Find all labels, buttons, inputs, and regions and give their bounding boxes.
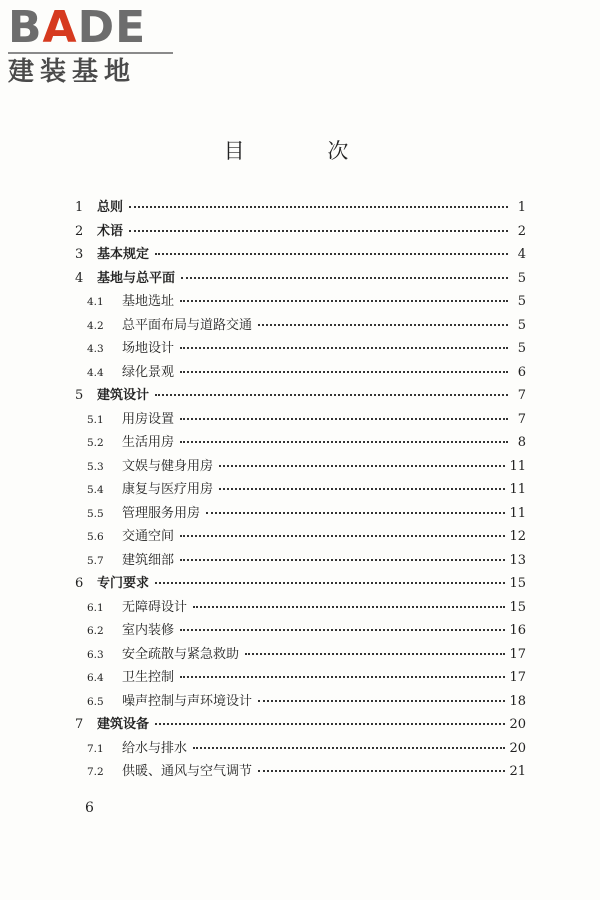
toc-dot-leader bbox=[193, 747, 505, 749]
toc-entry-page: 5 bbox=[517, 294, 526, 309]
toc-entry[interactable] bbox=[75, 455, 526, 479]
toc-entry-title: 术语 bbox=[97, 223, 124, 239]
toc-entry-page: 5 bbox=[517, 341, 526, 356]
toc-entry[interactable] bbox=[75, 220, 526, 244]
toc-entry[interactable] bbox=[75, 502, 526, 526]
toc-dot-leader bbox=[180, 629, 505, 631]
toc-entry[interactable] bbox=[75, 267, 526, 291]
toc-dot-leader bbox=[129, 230, 508, 232]
toc-entry-number: 7.2 bbox=[87, 766, 104, 778]
toc-entry-page: 12 bbox=[509, 529, 526, 544]
logo-subtitle: 建装基地 bbox=[8, 57, 137, 87]
toc-entry-title: 安全疏散与紧急救助 bbox=[122, 646, 240, 662]
toc-dot-leader bbox=[129, 206, 508, 208]
toc-dot-leader bbox=[258, 700, 505, 702]
toc-entry-number: 5.3 bbox=[87, 460, 104, 473]
toc-entry-number: 4 bbox=[75, 270, 84, 286]
toc-entry-number: 1 bbox=[75, 200, 84, 215]
toc-entry-title: 室内装修 bbox=[122, 623, 175, 638]
toc-entry-page: 11 bbox=[509, 505, 526, 521]
toc-entry[interactable] bbox=[75, 431, 526, 455]
toc-entry[interactable] bbox=[75, 314, 526, 338]
toc-entry-title: 用房设置 bbox=[122, 411, 175, 427]
toc-entry-number: 4.4 bbox=[87, 366, 104, 379]
toc-dot-leader bbox=[219, 488, 505, 490]
toc-entry-number: 6.5 bbox=[87, 695, 104, 708]
toc-entry-page: 5 bbox=[517, 270, 526, 286]
toc-entry-title: 基地选址 bbox=[122, 294, 175, 309]
toc-entry-number: 5.7 bbox=[87, 554, 104, 567]
page-title: 目 次 bbox=[223, 139, 387, 163]
toc-entry-title: 康复与医疗用房 bbox=[122, 482, 214, 497]
page-number: 6 bbox=[85, 800, 94, 816]
toc-entry[interactable] bbox=[75, 596, 526, 620]
logo-wordmark: BADE bbox=[8, 2, 147, 53]
toc-entry[interactable] bbox=[75, 196, 526, 220]
toc-dot-leader bbox=[258, 324, 508, 326]
toc-entry[interactable] bbox=[75, 408, 526, 432]
toc-entry[interactable] bbox=[75, 478, 526, 502]
toc-entry-title: 无障碍设计 bbox=[122, 599, 188, 615]
toc-dot-leader bbox=[219, 465, 505, 467]
toc-dot-leader bbox=[181, 277, 508, 279]
toc-entry[interactable] bbox=[75, 737, 526, 761]
toc-entry-title: 建筑细部 bbox=[122, 552, 175, 568]
toc-entry-title: 噪声控制与声环境设计 bbox=[122, 693, 253, 709]
toc-dot-leader bbox=[180, 535, 505, 537]
toc-entry-number: 4.1 bbox=[87, 296, 104, 308]
toc-entry-title: 场地设计 bbox=[122, 341, 175, 356]
toc-entry-number: 5.2 bbox=[87, 437, 104, 449]
toc-entry-number: 5.5 bbox=[87, 507, 104, 520]
toc-entry-number: 6.3 bbox=[87, 648, 104, 661]
toc-entry-page: 1 bbox=[517, 200, 526, 215]
toc-entry-number: 5.1 bbox=[87, 413, 104, 426]
toc-entry-page: 6 bbox=[517, 364, 526, 380]
toc-entry-page: 15 bbox=[509, 599, 526, 615]
toc-dot-leader bbox=[180, 559, 505, 561]
toc-entry-page: 2 bbox=[517, 223, 526, 239]
bade-logo bbox=[8, 2, 176, 87]
toc-entry-number: 6.4 bbox=[87, 672, 104, 684]
toc-entry[interactable] bbox=[75, 690, 526, 714]
toc-entry[interactable] bbox=[75, 619, 526, 643]
toc-entry-page: 11 bbox=[509, 482, 526, 497]
toc-entry-number: 7 bbox=[75, 717, 84, 732]
toc-entry-page: 16 bbox=[509, 623, 526, 638]
toc-entry-page: 15 bbox=[509, 576, 526, 591]
toc-entry-page: 8 bbox=[517, 435, 526, 450]
toc-entry-title: 基地与总平面 bbox=[97, 270, 176, 286]
toc-dot-leader bbox=[206, 512, 505, 514]
toc-dot-leader bbox=[155, 723, 505, 725]
toc-entry[interactable] bbox=[75, 549, 526, 573]
toc-entry-page: 21 bbox=[509, 764, 526, 779]
toc-entry-page: 11 bbox=[509, 458, 526, 474]
toc-entry-title: 生活用房 bbox=[122, 435, 175, 450]
toc-entry-page: 20 bbox=[509, 717, 526, 732]
toc-dot-leader bbox=[180, 347, 508, 349]
toc-dot-leader bbox=[258, 770, 505, 772]
toc-entry-page: 5 bbox=[517, 317, 526, 333]
toc-entry-title: 给水与排水 bbox=[122, 740, 188, 756]
toc-entry-number: 5.6 bbox=[87, 531, 104, 543]
toc-dot-leader bbox=[245, 653, 505, 655]
toc-dot-leader bbox=[180, 300, 508, 302]
toc-entry-title: 文娱与健身用房 bbox=[122, 458, 214, 474]
toc-entry-title: 管理服务用房 bbox=[122, 505, 201, 521]
toc-entry-page: 4 bbox=[517, 247, 526, 262]
toc-entry[interactable] bbox=[75, 243, 526, 267]
toc-entry[interactable] bbox=[75, 643, 526, 667]
toc-entry-title: 建筑设备 bbox=[97, 717, 150, 732]
toc-entry-number: 7.1 bbox=[87, 742, 104, 755]
toc-entry-page: 18 bbox=[509, 693, 526, 709]
toc-entry-title: 总则 bbox=[97, 200, 124, 215]
toc-dot-leader bbox=[180, 371, 508, 373]
toc-entry-title: 基本规定 bbox=[97, 247, 150, 262]
toc-entry-title: 总平面布局与道路交通 bbox=[122, 317, 253, 333]
toc-dot-leader bbox=[180, 418, 508, 420]
toc-dot-leader bbox=[193, 606, 505, 608]
toc-entry[interactable] bbox=[75, 361, 526, 385]
toc-entry-page: 17 bbox=[509, 646, 526, 662]
toc-entry-number: 5 bbox=[75, 388, 84, 403]
toc-entry[interactable] bbox=[75, 384, 526, 408]
toc-entry[interactable] bbox=[75, 713, 526, 737]
toc-entry-number: 4.3 bbox=[87, 343, 104, 355]
toc-entry-number: 6 bbox=[75, 576, 84, 591]
table-of-contents bbox=[75, 196, 526, 784]
toc-dot-leader bbox=[180, 441, 508, 443]
toc-entry-page: 17 bbox=[509, 670, 526, 685]
toc-entry-title: 专门要求 bbox=[97, 576, 150, 591]
toc-entry-number: 6.2 bbox=[87, 625, 104, 637]
toc-entry[interactable] bbox=[75, 760, 526, 784]
toc-entry-title: 供暖、通风与空气调节 bbox=[122, 764, 253, 779]
toc-entry-title: 绿化景观 bbox=[122, 364, 175, 380]
toc-dot-leader bbox=[155, 253, 508, 255]
toc-entry-title: 交通空间 bbox=[122, 529, 175, 544]
toc-entry-page: 7 bbox=[517, 411, 526, 427]
toc-dot-leader bbox=[155, 394, 508, 396]
toc-entry-number: 3 bbox=[75, 247, 84, 262]
toc-entry-number: 5.4 bbox=[87, 484, 104, 496]
toc-entry[interactable] bbox=[75, 666, 526, 690]
toc-dot-leader bbox=[180, 676, 505, 678]
toc-entry[interactable] bbox=[75, 337, 526, 361]
toc-entry-title: 卫生控制 bbox=[122, 670, 175, 685]
toc-entry-number: 4.2 bbox=[87, 319, 104, 332]
toc-entry[interactable] bbox=[75, 572, 526, 596]
logo-accent-letter: A bbox=[42, 2, 78, 53]
toc-entry-page: 13 bbox=[509, 552, 526, 568]
toc-entry-number: 6.1 bbox=[87, 601, 104, 614]
toc-dot-leader bbox=[155, 582, 505, 584]
toc-entry-page: 7 bbox=[517, 388, 526, 403]
toc-entry-title: 建筑设计 bbox=[97, 388, 150, 403]
toc-entry[interactable] bbox=[75, 290, 526, 314]
toc-entry-page: 20 bbox=[509, 740, 526, 756]
toc-entry[interactable] bbox=[75, 525, 526, 549]
toc-entry-number: 2 bbox=[75, 223, 84, 239]
